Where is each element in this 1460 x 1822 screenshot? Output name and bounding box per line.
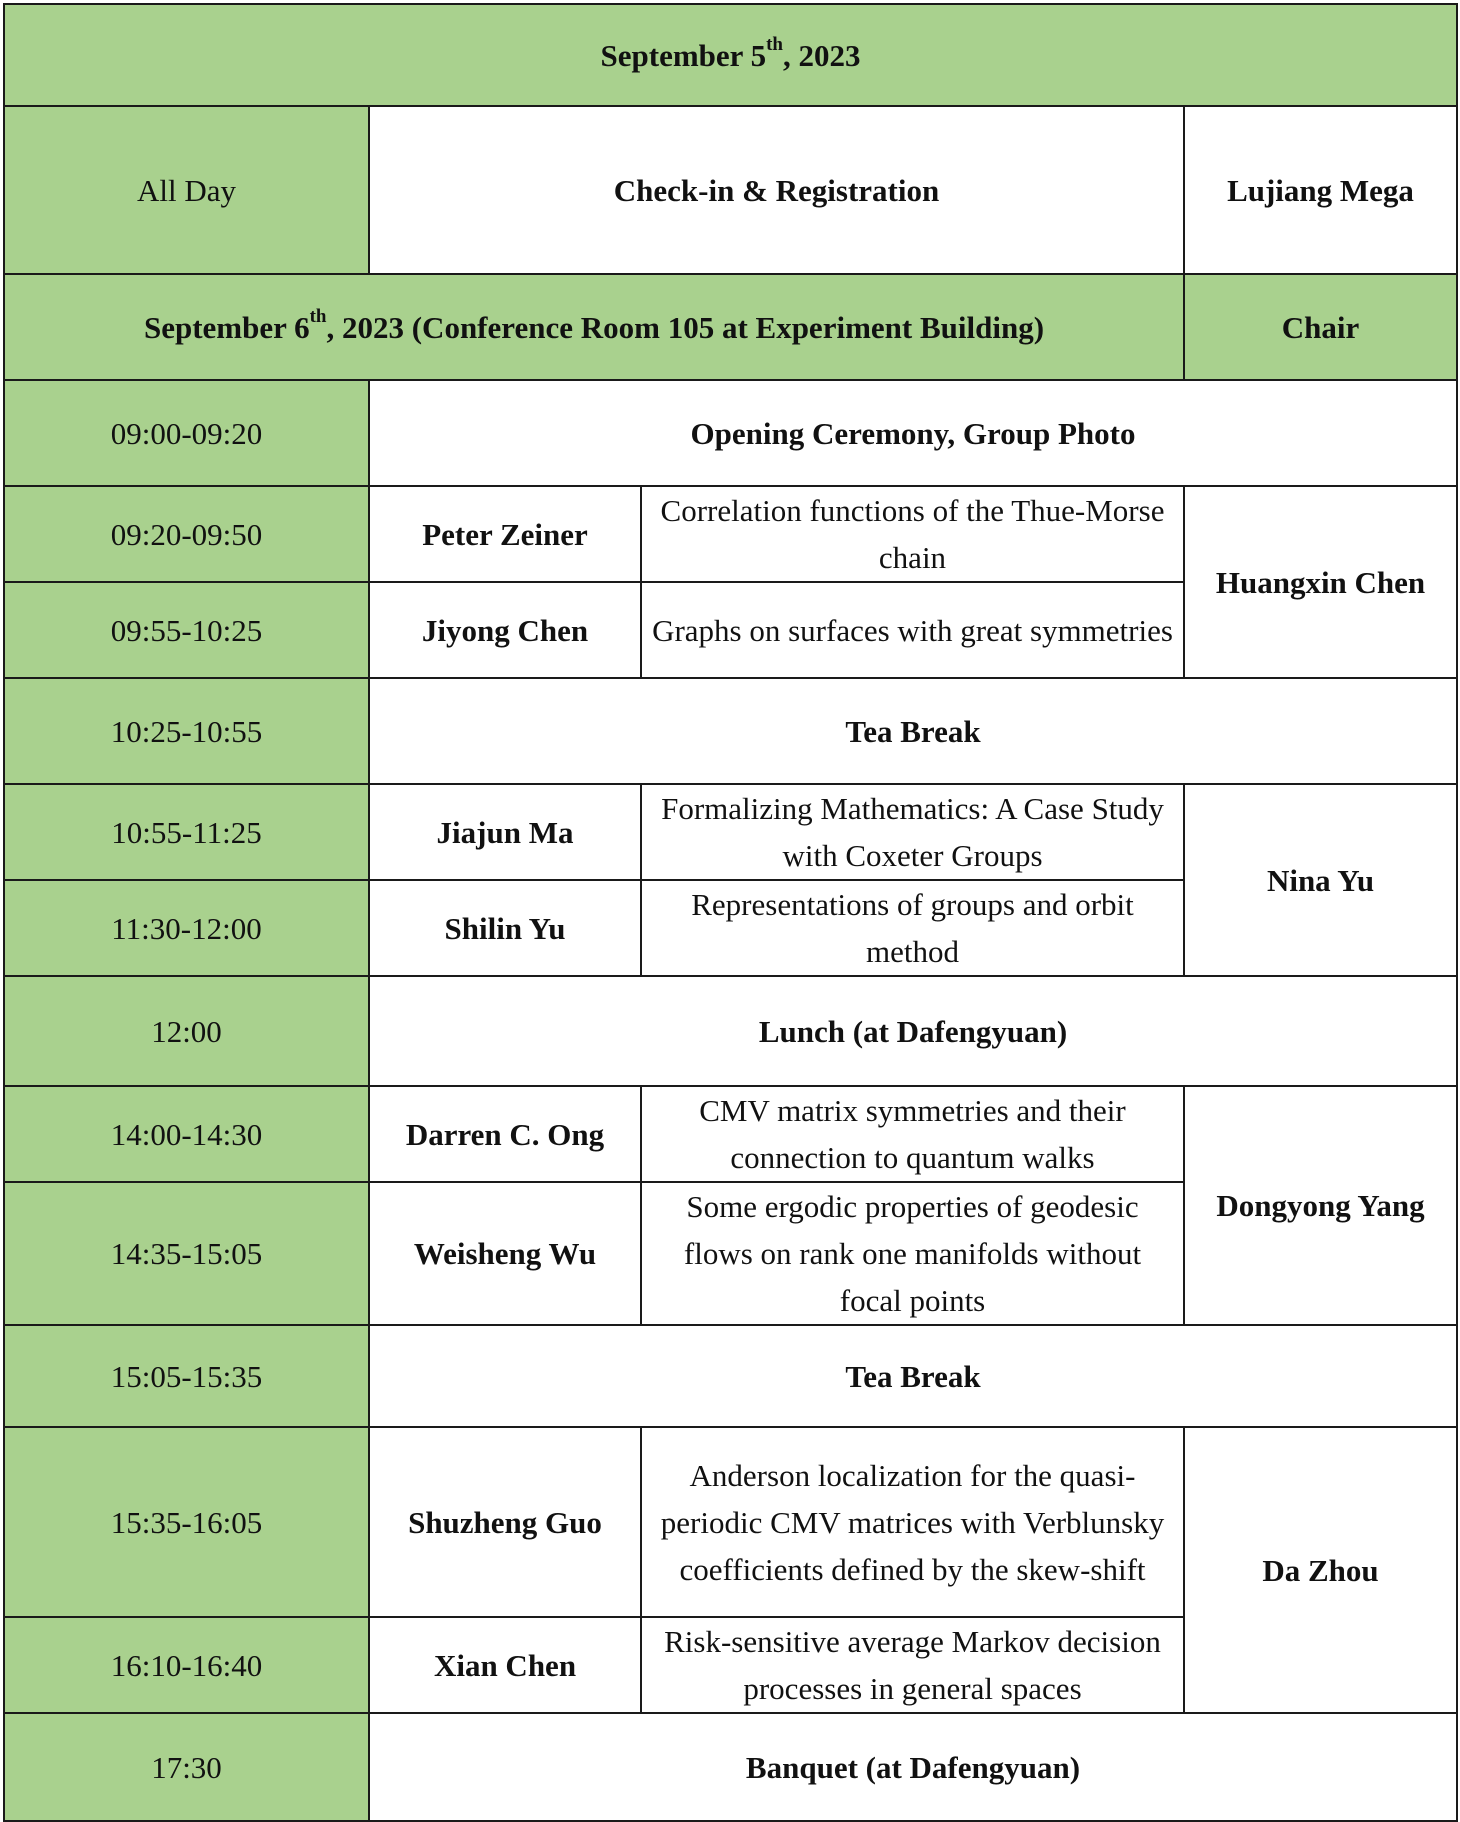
event-cell: Lunch (at Dafengyuan) [369,976,1457,1086]
table-row [4,1427,1457,1617]
time-cell: 14:35-15:05 [4,1182,369,1325]
location-cell: Lujiang Mega [1184,106,1457,274]
talk-title-cell: Formalizing Mathematics: A Case Study with Coxeter Groups [641,784,1184,880]
time-cell: 15:35-16:05 [4,1427,369,1617]
talk-title-cell: Representations of groups and orbit method [641,880,1184,976]
talk-title-cell: Anderson localization for the quasi-periodic CMV matrices with Verblunsky coefficients defined by the skew-shift [641,1427,1184,1617]
talk-title-cell: CMV matrix symmetries and their connection to quantum walks [641,1086,1184,1182]
table-row [4,678,1457,784]
chair-cell: Huangxin Chen [1184,486,1457,678]
day2-date-header: September 6th, 2023 (Conference Room 105 at Experiment Building) [4,274,1184,380]
chair-header: Chair [1184,274,1457,380]
chair-cell: Da Zhou [1184,1427,1457,1713]
time-cell: 09:55-10:25 [4,582,369,678]
speaker-cell: Jiyong Chen [369,582,641,678]
event-cell: Check-in & Registration [369,106,1184,274]
time-cell: All Day [4,106,369,274]
day1-date-header: September 5th, 2023 [4,4,1457,106]
time-cell: 14:00-14:30 [4,1086,369,1182]
time-cell: 11:30-12:00 [4,880,369,976]
time-cell: 17:30 [4,1713,369,1821]
table-row [4,106,1457,274]
table-row [4,1713,1457,1821]
time-cell: 10:55-11:25 [4,784,369,880]
day2-header-row [4,274,1457,380]
table-row [4,784,1457,880]
event-cell: Banquet (at Dafengyuan) [369,1713,1457,1821]
speaker-cell: Shuzheng Guo [369,1427,641,1617]
speaker-cell: Xian Chen [369,1617,641,1713]
speaker-cell: Weisheng Wu [369,1182,641,1325]
time-cell: 15:05-15:35 [4,1325,369,1427]
speaker-cell: Shilin Yu [369,880,641,976]
table-row [4,1086,1457,1182]
talk-title-cell: Correlation functions of the Thue-Morse chain [641,486,1184,582]
speaker-cell: Darren C. Ong [369,1086,641,1182]
table-row [4,976,1457,1086]
table-row [4,486,1457,582]
talk-title-cell: Risk-sensitive average Markov decision processes in general spaces [641,1617,1184,1713]
speaker-cell: Jiajun Ma [369,784,641,880]
table-row [4,380,1457,486]
time-cell: 16:10-16:40 [4,1617,369,1713]
event-cell: Tea Break [369,1325,1457,1427]
event-cell: Tea Break [369,678,1457,784]
time-cell: 12:00 [4,976,369,1086]
talk-title-cell: Graphs on surfaces with great symmetries [641,582,1184,678]
table-row [4,1325,1457,1427]
talk-title-cell: Some ergodic properties of geodesic flows on rank one manifolds without focal points [641,1182,1184,1325]
schedule-table [3,3,1458,1822]
day1-header-row [4,4,1457,106]
chair-cell: Dongyong Yang [1184,1086,1457,1325]
speaker-cell: Peter Zeiner [369,486,641,582]
chair-cell: Nina Yu [1184,784,1457,976]
time-cell: 10:25-10:55 [4,678,369,784]
time-cell: 09:00-09:20 [4,380,369,486]
time-cell: 09:20-09:50 [4,486,369,582]
event-cell: Opening Ceremony, Group Photo [369,380,1457,486]
